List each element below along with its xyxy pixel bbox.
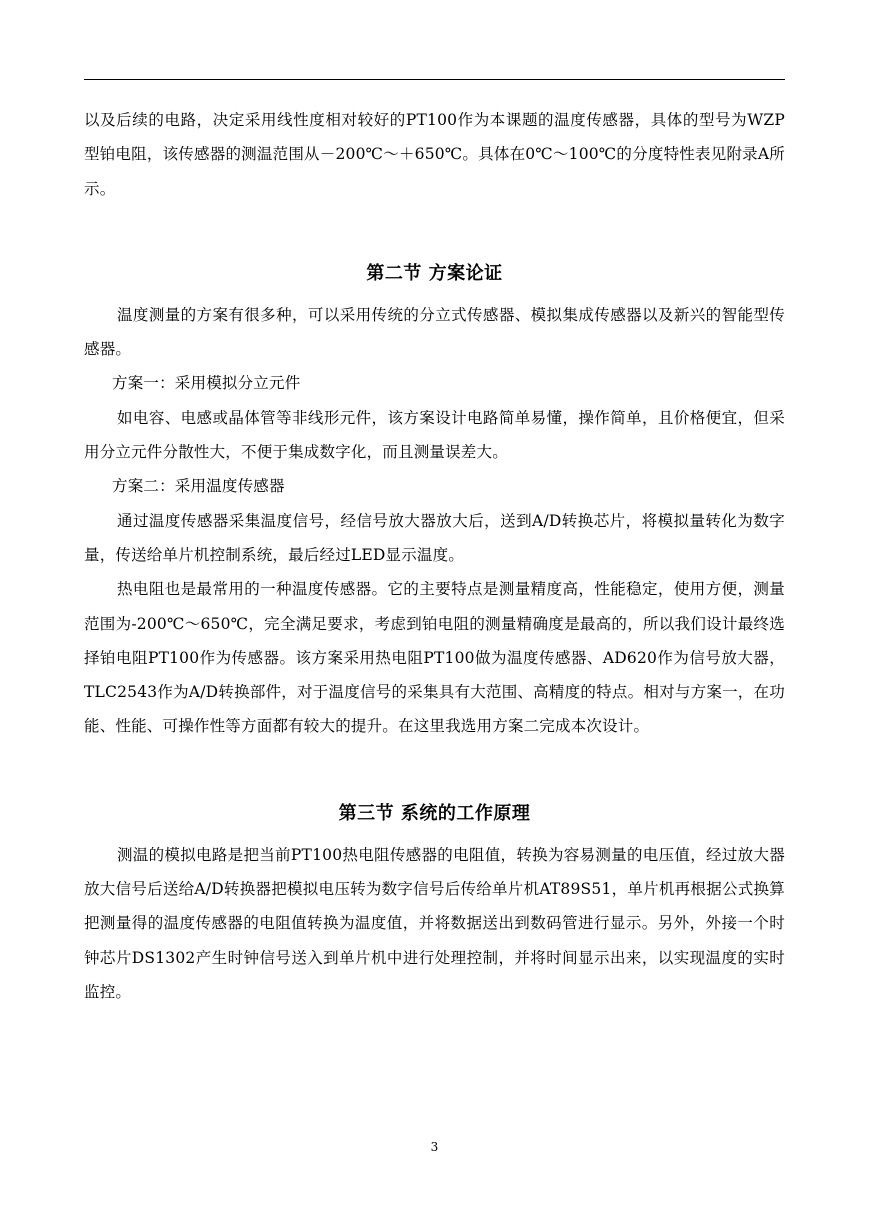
page-number: 3 bbox=[430, 1140, 439, 1154]
page-content bbox=[84, 103, 785, 1009]
header-rule bbox=[84, 79, 785, 80]
section-2-intro: 温度测量的方案有很多种，可以采用传统的分立式传感器、模拟集成传感器以及新兴的智能型传感器。 bbox=[84, 305, 785, 359]
rtd-paragraph: 热电阻也是最常用的一种温度传感器。它的主要特点是测量精度高，性能稳定，使用方便，测量范围为-200℃～650℃，完全满足要求，考虑到铂电阻的测量精确度是最高的，所以我们设计最终选择铂电阻PT100作为传感器。该方案采用热电阻PT100做为温度传感器、AD620作为信号放大器，TLC2543作为A/D转换部件，对于温度信号的采集具有大范围、高精度的特点。相对与方案一，在功能、性能、可操作性等方面都有较大的提升。在这里我选用方案二完成本次设计。 bbox=[84, 580, 785, 736]
section-2-title: 第二节 方案论证 bbox=[366, 262, 503, 284]
option-1-heading: 方案一：采用模拟分立元件 bbox=[112, 374, 301, 393]
option-2-text: 通过温度传感器采集温度信号，经信号放大器放大后，送到A/D转换芯片，将模拟量转化为数字量，传送给单片机控制系统，最后经过LED显示温度。 bbox=[84, 511, 785, 564]
section-3-title: 第三节 系统的工作原理 bbox=[338, 802, 531, 824]
continued-paragraph: 以及后续的电路，决定采用线性度相对较好的PT100作为本课题的温度传感器，具体的型号为WZP型铂电阻，该传感器的测温范围从－200℃～＋650℃。具体在0℃～100℃的分度特性表见附录A所示。 bbox=[84, 111, 785, 198]
option-1-text: 如电容、电感或晶体管等非线形元件，该方案设计电路简单易懂，操作简单，且价格便宜，但采用分立元件分散性大，不便于集成数字化，而且测量误差大。 bbox=[84, 408, 785, 462]
section-3-text: 测温的模拟电路是把当前PT100热电阻传感器的电阻值，转换为容易测量的电压值，经过放大器放大信号后送给A/D转换器把模拟电压转为数字信号后传给单片机AT89S51，单片机再根据公式换算把测量得的温度传感器的电阻值转换为温度值，并将数据送出到数码管进行显示。另外，外接一个时钟芯片DS1302产生时钟信号送入到单片机中进行处理控制，并将时间显示出来，以实现温度的实时监控。 bbox=[84, 845, 785, 1001]
option-2-heading: 方案二：采用温度传感器 bbox=[112, 477, 285, 496]
